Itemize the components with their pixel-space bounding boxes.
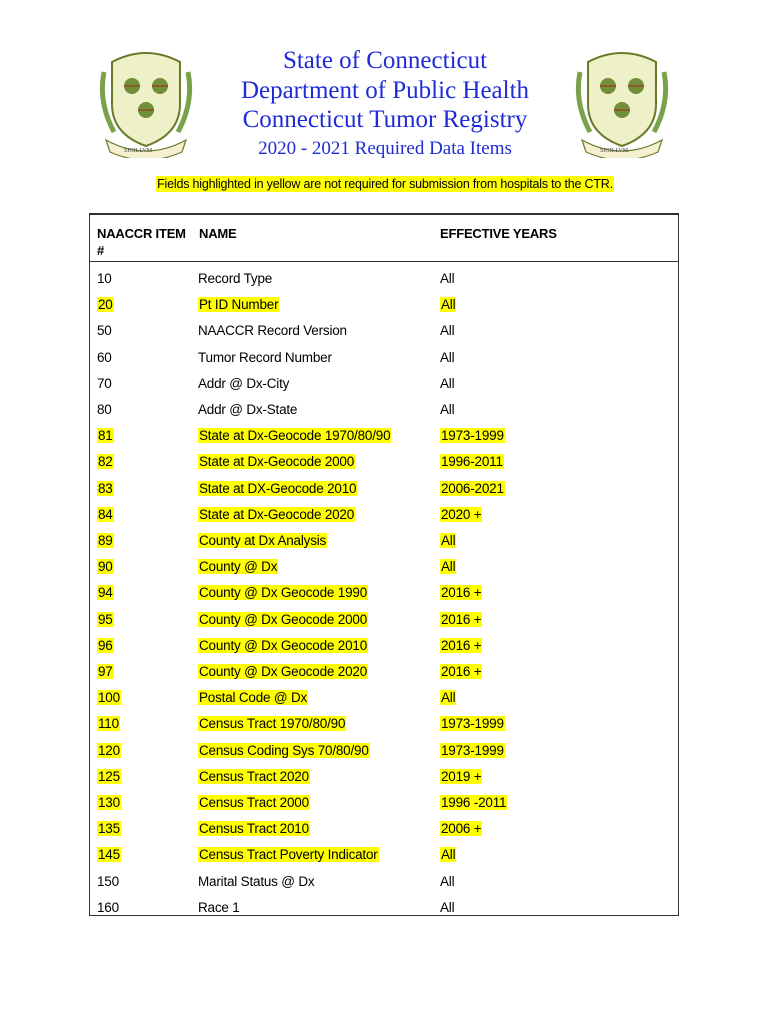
cell-item-number: 81 (98, 428, 113, 444)
cell-effective-years: 2019 + (441, 768, 482, 784)
cell-item-number: 82 (98, 454, 113, 470)
cell-item-name: County @ Dx Geocode 2010 (199, 637, 368, 653)
table-row (90, 528, 678, 554)
cell-effective-years: All (440, 375, 455, 391)
highlight-note (0, 177, 770, 191)
cell-item-number: 145 (98, 847, 120, 863)
cell-item-number: 83 (98, 480, 113, 496)
table-row (90, 895, 678, 921)
cell-item-number: 20 (98, 297, 113, 313)
cell-effective-years: All (440, 899, 455, 915)
cell-effective-years: All (440, 349, 455, 365)
table-row (90, 659, 678, 685)
cell-item-name: County at Dx Analysis (199, 533, 327, 548)
cell-effective-years: All (441, 847, 456, 863)
cell-item-number: 125 (98, 768, 120, 784)
cell-item-number: 50 (97, 323, 112, 339)
cell-effective-years: 2006 + (441, 821, 482, 837)
cell-item-number: 10 (97, 271, 112, 286)
cell-item-name: Record Type (198, 271, 273, 286)
table-row (90, 816, 678, 842)
cell-item-number: 96 (98, 637, 113, 653)
cell-item-number: 120 (98, 742, 120, 758)
table-row (90, 423, 678, 449)
table-row (90, 318, 678, 344)
cell-item-number: 110 (98, 716, 119, 732)
cell-item-name: Addr @ Dx-State (198, 402, 298, 417)
cell-item-number: 94 (98, 585, 113, 601)
cell-item-name: Race 1 (198, 899, 240, 915)
cell-item-name: Census Coding Sys 70/80/90 (199, 742, 369, 758)
table-row (90, 476, 678, 502)
cell-item-name: State at Dx-Geocode 1970/80/90 (199, 428, 391, 444)
table-row (90, 371, 678, 397)
cell-item-number: 97 (98, 664, 113, 679)
table-row (90, 266, 678, 292)
cell-item-number: 80 (97, 402, 112, 417)
highlight-note-text: Fields highlighted in yellow are not required for submission from hospitals to the CTR. (157, 177, 613, 191)
document-header (200, 46, 570, 162)
cell-item-name: County @ Dx (199, 559, 278, 575)
cell-effective-years: 1973-1999 (441, 742, 504, 758)
cell-item-number: 135 (98, 821, 120, 837)
table-row (90, 292, 678, 318)
table-row (90, 397, 678, 423)
cell-effective-years: 2016 + (441, 611, 482, 627)
header-name: NAME (199, 226, 237, 241)
cell-item-number: 60 (97, 349, 112, 365)
header-naaccr-item: NAACCR ITEM # (97, 226, 186, 258)
table-row (90, 738, 678, 764)
cell-item-name: Census Tract 2020 (199, 768, 309, 784)
cell-effective-years: 2016 + (441, 637, 482, 653)
cell-item-number: 89 (98, 533, 113, 548)
cell-item-number: 95 (98, 611, 113, 627)
cell-effective-years: 1996 -2011 (441, 795, 507, 810)
cell-item-number: 130 (98, 795, 120, 810)
table-row (90, 449, 678, 475)
cell-item-name: County @ Dx Geocode 2020 (199, 664, 368, 679)
header-effective-years: EFFECTIVE YEARS (440, 226, 557, 241)
cell-item-name: County @ Dx Geocode 1990 (199, 585, 368, 601)
cell-effective-years: 2016 + (441, 664, 482, 679)
cell-item-name: Census Tract 2000 (199, 795, 309, 810)
cell-item-number: 160 (97, 899, 119, 915)
cell-item-number: 70 (97, 375, 112, 391)
cell-effective-years: All (440, 271, 455, 286)
cell-item-name: Tumor Record Number (198, 349, 332, 365)
table-row (90, 580, 678, 606)
table-row (90, 685, 678, 711)
svg-text:SIGILLVM: SIGILLVM (124, 148, 153, 154)
header-registry: Connecticut Tumor Registry (242, 106, 528, 133)
cell-item-number: 90 (98, 559, 113, 575)
table-row (90, 607, 678, 633)
cell-item-name: County @ Dx Geocode 2000 (199, 611, 368, 627)
cell-effective-years: 2016 + (441, 585, 482, 601)
table-row (90, 345, 678, 371)
cell-effective-years: 2006-2021 (441, 480, 504, 496)
cell-item-name: Census Tract Poverty Indicator (199, 847, 378, 863)
cell-effective-years: 2020 + (441, 506, 482, 522)
state-seal-left (94, 42, 198, 158)
cell-effective-years: All (441, 690, 456, 706)
table-row (90, 502, 678, 528)
cell-item-name: Addr @ Dx-City (198, 375, 290, 391)
cell-item-name: Census Tract 1970/80/90 (199, 716, 346, 732)
cell-item-number: 100 (98, 690, 120, 706)
cell-effective-years: 1973-1999 (441, 716, 504, 732)
table-row (90, 842, 678, 868)
cell-item-name: State at Dx-Geocode 2000 (199, 454, 355, 470)
table-row (90, 764, 678, 790)
cell-item-name: Marital Status @ Dx (198, 873, 315, 889)
header-state: State of Connecticut (282, 47, 488, 74)
cell-item-name: NAACCR Record Version (198, 323, 347, 339)
cell-effective-years: All (441, 559, 456, 575)
cell-effective-years: All (441, 297, 456, 313)
cell-effective-years: All (440, 873, 455, 889)
table-header (90, 215, 678, 262)
table-row (90, 869, 678, 895)
cell-item-name: Postal Code @ Dx (199, 690, 308, 706)
cell-item-name: State at DX-Geocode 2010 (199, 480, 357, 496)
cell-effective-years: 1996-2011 (441, 454, 503, 470)
table-row (90, 711, 678, 737)
cell-item-number: 84 (98, 506, 113, 522)
cell-item-name: Census Tract 2010 (199, 821, 309, 837)
table-row (90, 790, 678, 816)
document-subtitle: 2020 - 2021 Required Data Items (258, 137, 512, 159)
cell-effective-years: All (440, 323, 455, 339)
cell-item-name: Pt ID Number (199, 297, 279, 313)
header-department: Department of Public Health (240, 76, 530, 104)
cell-item-number: 150 (97, 873, 119, 889)
svg-text:SIGILLVM: SIGILLVM (600, 148, 629, 154)
data-items-table (89, 213, 679, 916)
state-seal-right (570, 42, 674, 158)
cell-item-name: State at Dx-Geocode 2020 (199, 506, 355, 522)
table-row (90, 554, 678, 580)
table-row (90, 633, 678, 659)
cell-effective-years: 1973-1999 (441, 428, 504, 444)
cell-effective-years: All (440, 402, 455, 417)
cell-effective-years: All (441, 533, 456, 548)
